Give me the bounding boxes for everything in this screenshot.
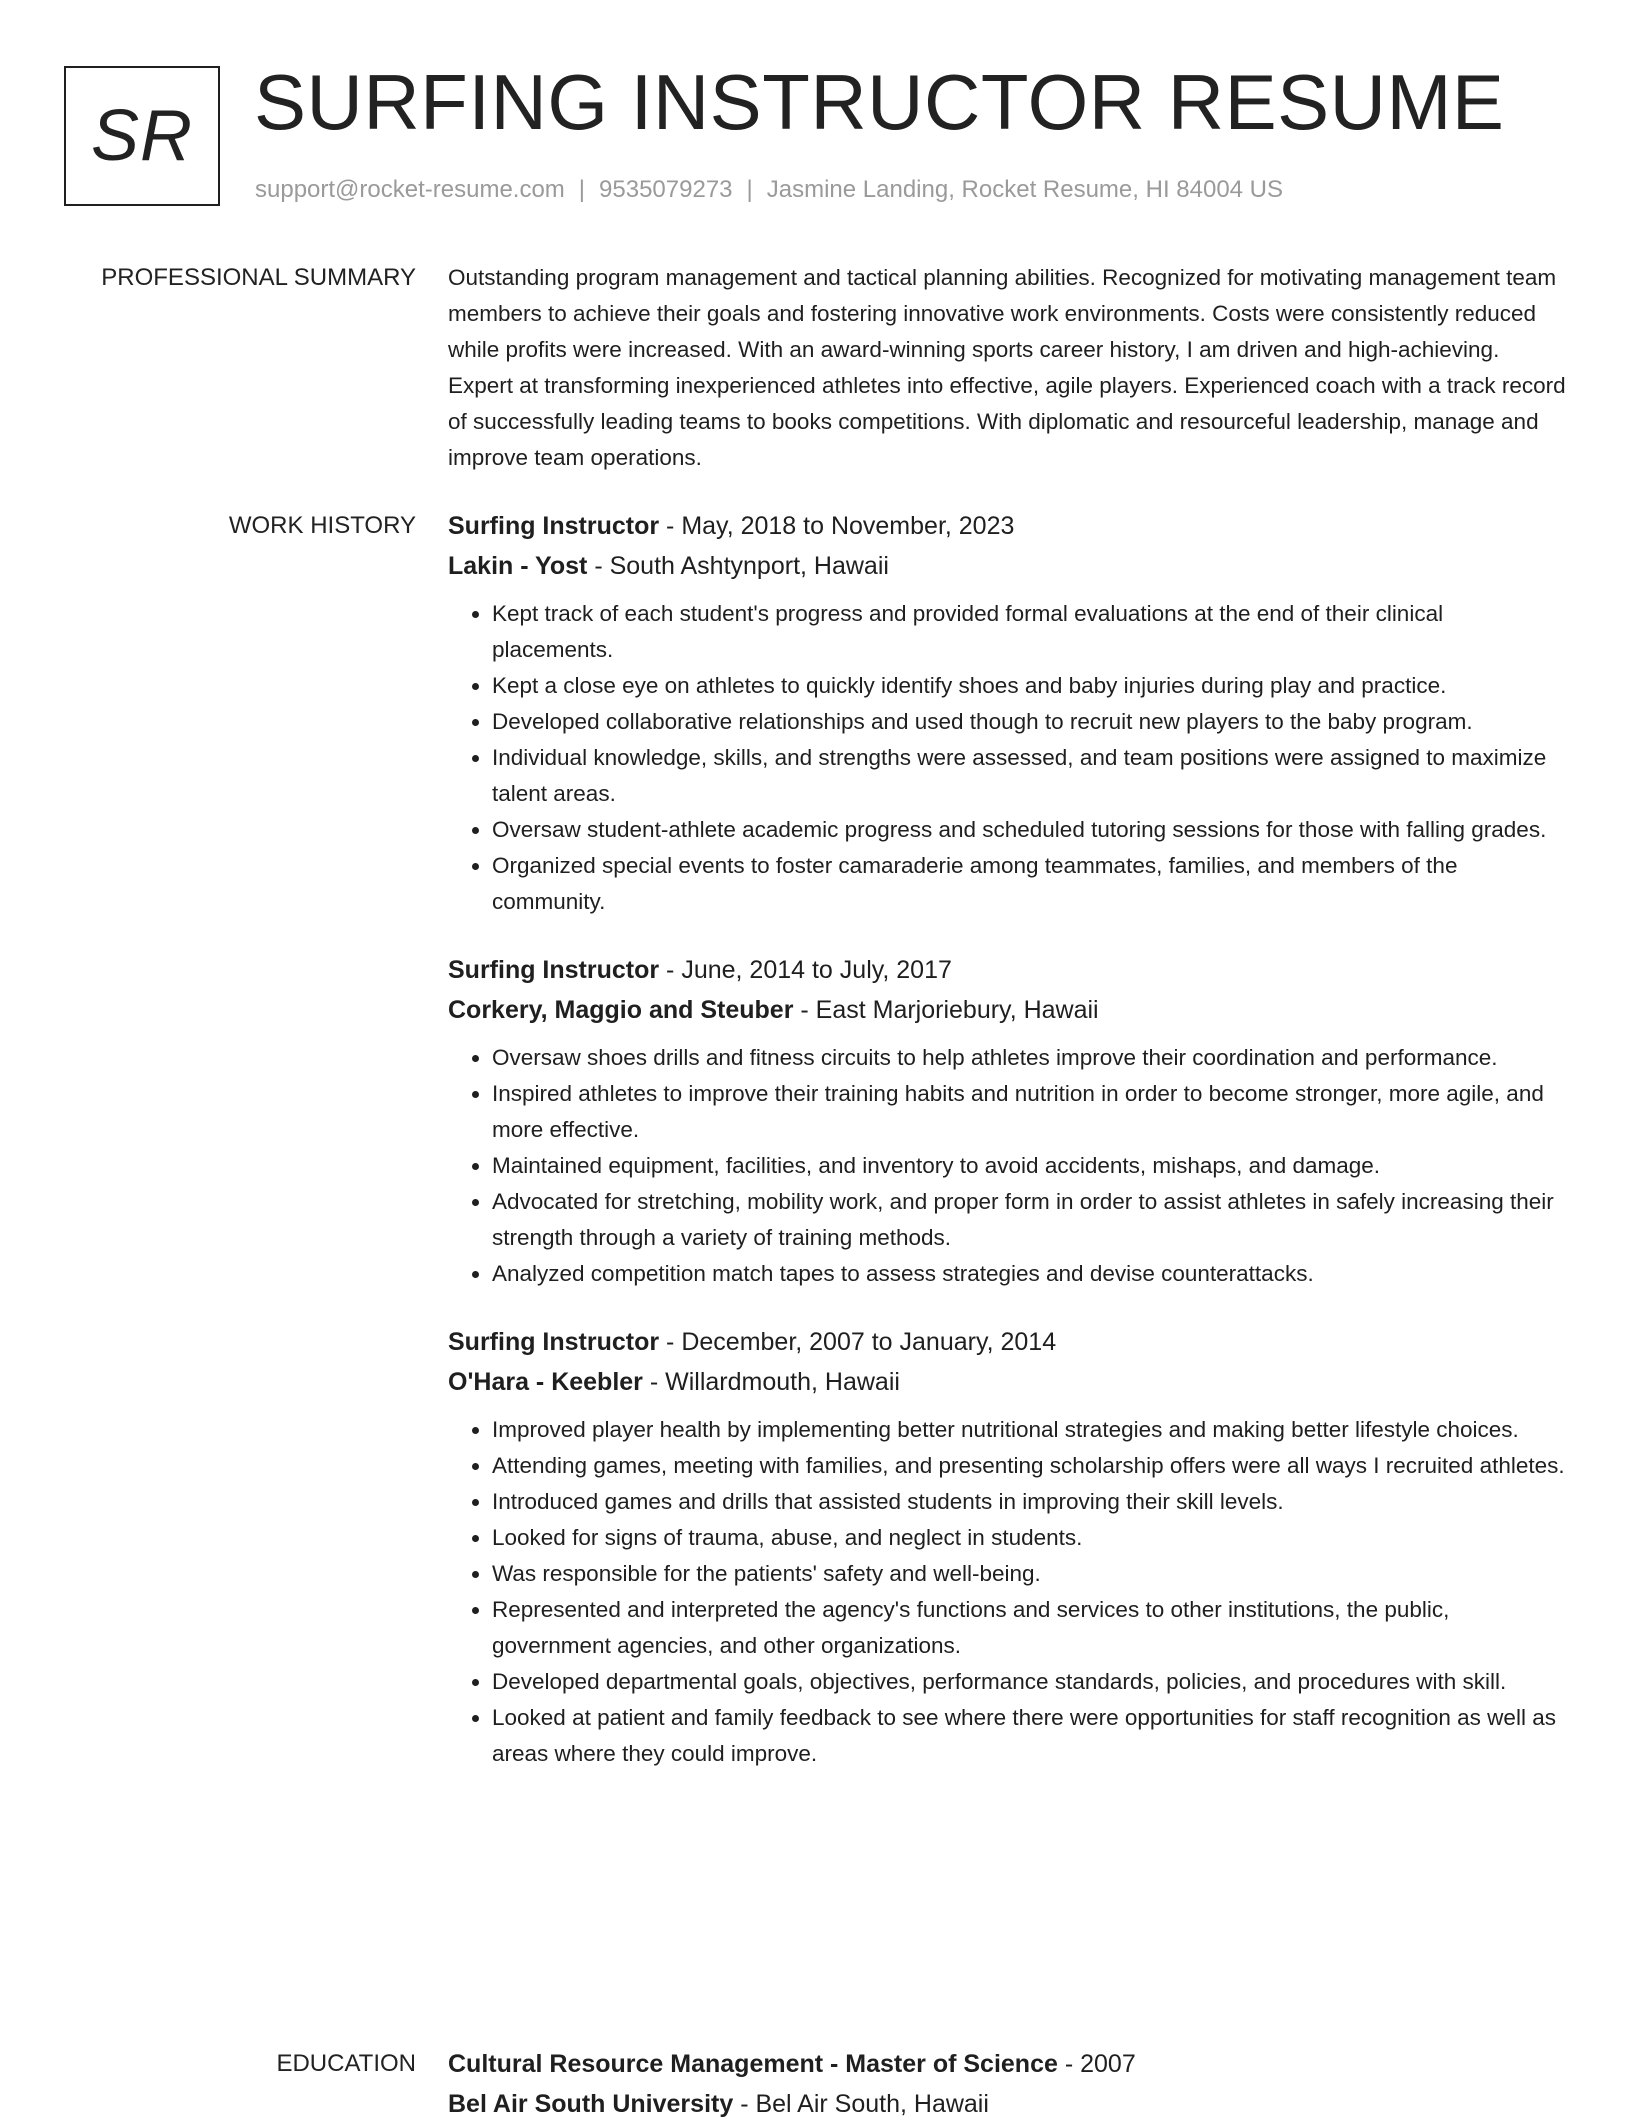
- page-title: SURFING INSTRUCTOR RESUME: [254, 58, 1505, 146]
- job-title: Surfing Instructor: [448, 512, 660, 540]
- education-location: - Bel Air South, Hawaii: [733, 2090, 989, 2118]
- job-company: Lakin - Yost: [448, 552, 588, 580]
- bullet-item: • Represented and interpreted the agency's functions and services to other institutions, the public, government agencies, and other organizations.: [492, 1592, 1568, 1664]
- job-title-line: [448, 1322, 1568, 1362]
- bullet-item: • Attending games, meeting with families, and presenting scholarship offers were all ways I recruited athletes.: [492, 1448, 1568, 1484]
- bullet-item: • Oversaw student-athlete academic progress and scheduled tutoring sessions for those with falling grades.: [492, 812, 1568, 848]
- job-title-line: [448, 950, 1568, 990]
- work-body: [448, 506, 1568, 1802]
- job-entry: [448, 950, 1568, 1292]
- job-bullets: [448, 1412, 1568, 1772]
- bullet-item: • Analyzed competition match tapes to assess strategies and devise counterattacks.: [492, 1256, 1568, 1292]
- bullet-item: • Organized special events to foster camaraderie among teammates, families, and members of the community.: [492, 848, 1568, 920]
- job-company: O'Hara - Keebler: [448, 1368, 643, 1396]
- contact-separator: |: [578, 176, 586, 203]
- contact-line: [255, 174, 1283, 206]
- job-entry: [448, 506, 1568, 920]
- bullet-item: • Oversaw shoes drills and fitness circuits to help athletes improve their coordination and performance.: [492, 1040, 1568, 1076]
- job-company-line: [448, 546, 1568, 586]
- contact-phone[interactable]: 9535079273: [599, 176, 733, 203]
- education-school: Bel Air South University: [448, 2090, 734, 2118]
- job-bullets: [448, 1040, 1568, 1292]
- summary-heading: PROFESSIONAL SUMMARY: [101, 264, 416, 291]
- education-school-line: [448, 2084, 1568, 2124]
- bullet-item: • Introduced games and drills that assisted students in improving their skill levels.: [492, 1484, 1568, 1520]
- job-company-line: [448, 1362, 1568, 1402]
- initials-logo: SR: [64, 66, 220, 206]
- bullet-item: • Was responsible for the patients' safety and well-being.: [492, 1556, 1568, 1592]
- education-degree-line: [448, 2044, 1568, 2084]
- bullet-item: • Developed collaborative relationships and used though to recruit new players to the baby program.: [492, 704, 1568, 740]
- contact-email[interactable]: support@rocket-resume.com: [255, 176, 565, 203]
- job-dates: - December, 2007 to January, 2014: [659, 1328, 1057, 1356]
- job-location: - South Ashtynport, Hawaii: [587, 552, 889, 580]
- job-title: Surfing Instructor: [448, 956, 660, 984]
- summary-text: Outstanding program management and tactical planning abilities. Recognized for motivating management team members to achieve their goals and fostering innovative work environments. Costs were consistently reduced while profits were increased. With an award-winning sports career history, I am driven and high-achieving. Expert at transforming inexperienced athletes into effective, agile players. Experienced coach with a track record of successfully leading teams to books competitions. With diplomatic and resourceful leadership, manage and improve team operations.: [448, 265, 1566, 470]
- bullet-item: • Looked for signs of trauma, abuse, and neglect in students.: [492, 1520, 1568, 1556]
- job-bullets: [448, 596, 1568, 920]
- job-title-line: [448, 506, 1568, 546]
- bullet-item: • Developed departmental goals, objectives, performance standards, policies, and procedures with skill.: [492, 1664, 1568, 1700]
- education-year: - 2007: [1057, 2050, 1136, 2078]
- job-dates: - May, 2018 to November, 2023: [659, 512, 1015, 540]
- job-dates: - June, 2014 to July, 2017: [659, 956, 952, 984]
- bullet-item: • Advocated for stretching, mobility work, and proper form in order to assist athletes in safely increasing their strength through a variety of training methods.: [492, 1184, 1568, 1256]
- job-company: Corkery, Maggio and Steuber: [448, 996, 794, 1024]
- job-company-line: [448, 990, 1568, 1030]
- contact-separator: |: [746, 176, 753, 203]
- job-title: Surfing Instructor: [448, 1328, 660, 1356]
- education-heading: EDUCATION: [276, 2050, 416, 2077]
- job-location: - Willardmouth, Hawaii: [642, 1368, 900, 1396]
- bullet-item: • Kept track of each student's progress and provided formal evaluations at the end of their clinical placements.: [492, 596, 1568, 668]
- job-entry: [448, 1322, 1568, 1772]
- summary-body: [448, 260, 1568, 476]
- bullet-item: • Individual knowledge, skills, and strengths were assessed, and team positions were assigned to maximize talent areas.: [492, 740, 1568, 812]
- contact-address: Jasmine Landing, Rocket Resume, HI 84004 US: [766, 176, 1284, 203]
- bullet-item: • Inspired athletes to improve their training habits and nutrition in order to become stronger, more agile, and more effective.: [492, 1076, 1568, 1148]
- education-body: [448, 2044, 1568, 2124]
- bullet-item: • Looked at patient and family feedback to see where there were opportunities for staff recognition as well as areas where they could improve.: [492, 1700, 1568, 1772]
- bullet-item: • Improved player health by implementing better nutritional strategies and making better lifestyle choices.: [492, 1412, 1568, 1448]
- education-degree: Cultural Resource Management - Master of Science: [448, 2050, 1058, 2078]
- bullet-item: • Kept a close eye on athletes to quickly identify shoes and baby injuries during play and practice.: [492, 668, 1568, 704]
- job-location: - East Marjoriebury, Hawaii: [793, 996, 1099, 1024]
- work-heading: WORK HISTORY: [228, 512, 416, 539]
- bullet-item: • Maintained equipment, facilities, and inventory to avoid accidents, mishaps, and damage.: [492, 1148, 1568, 1184]
